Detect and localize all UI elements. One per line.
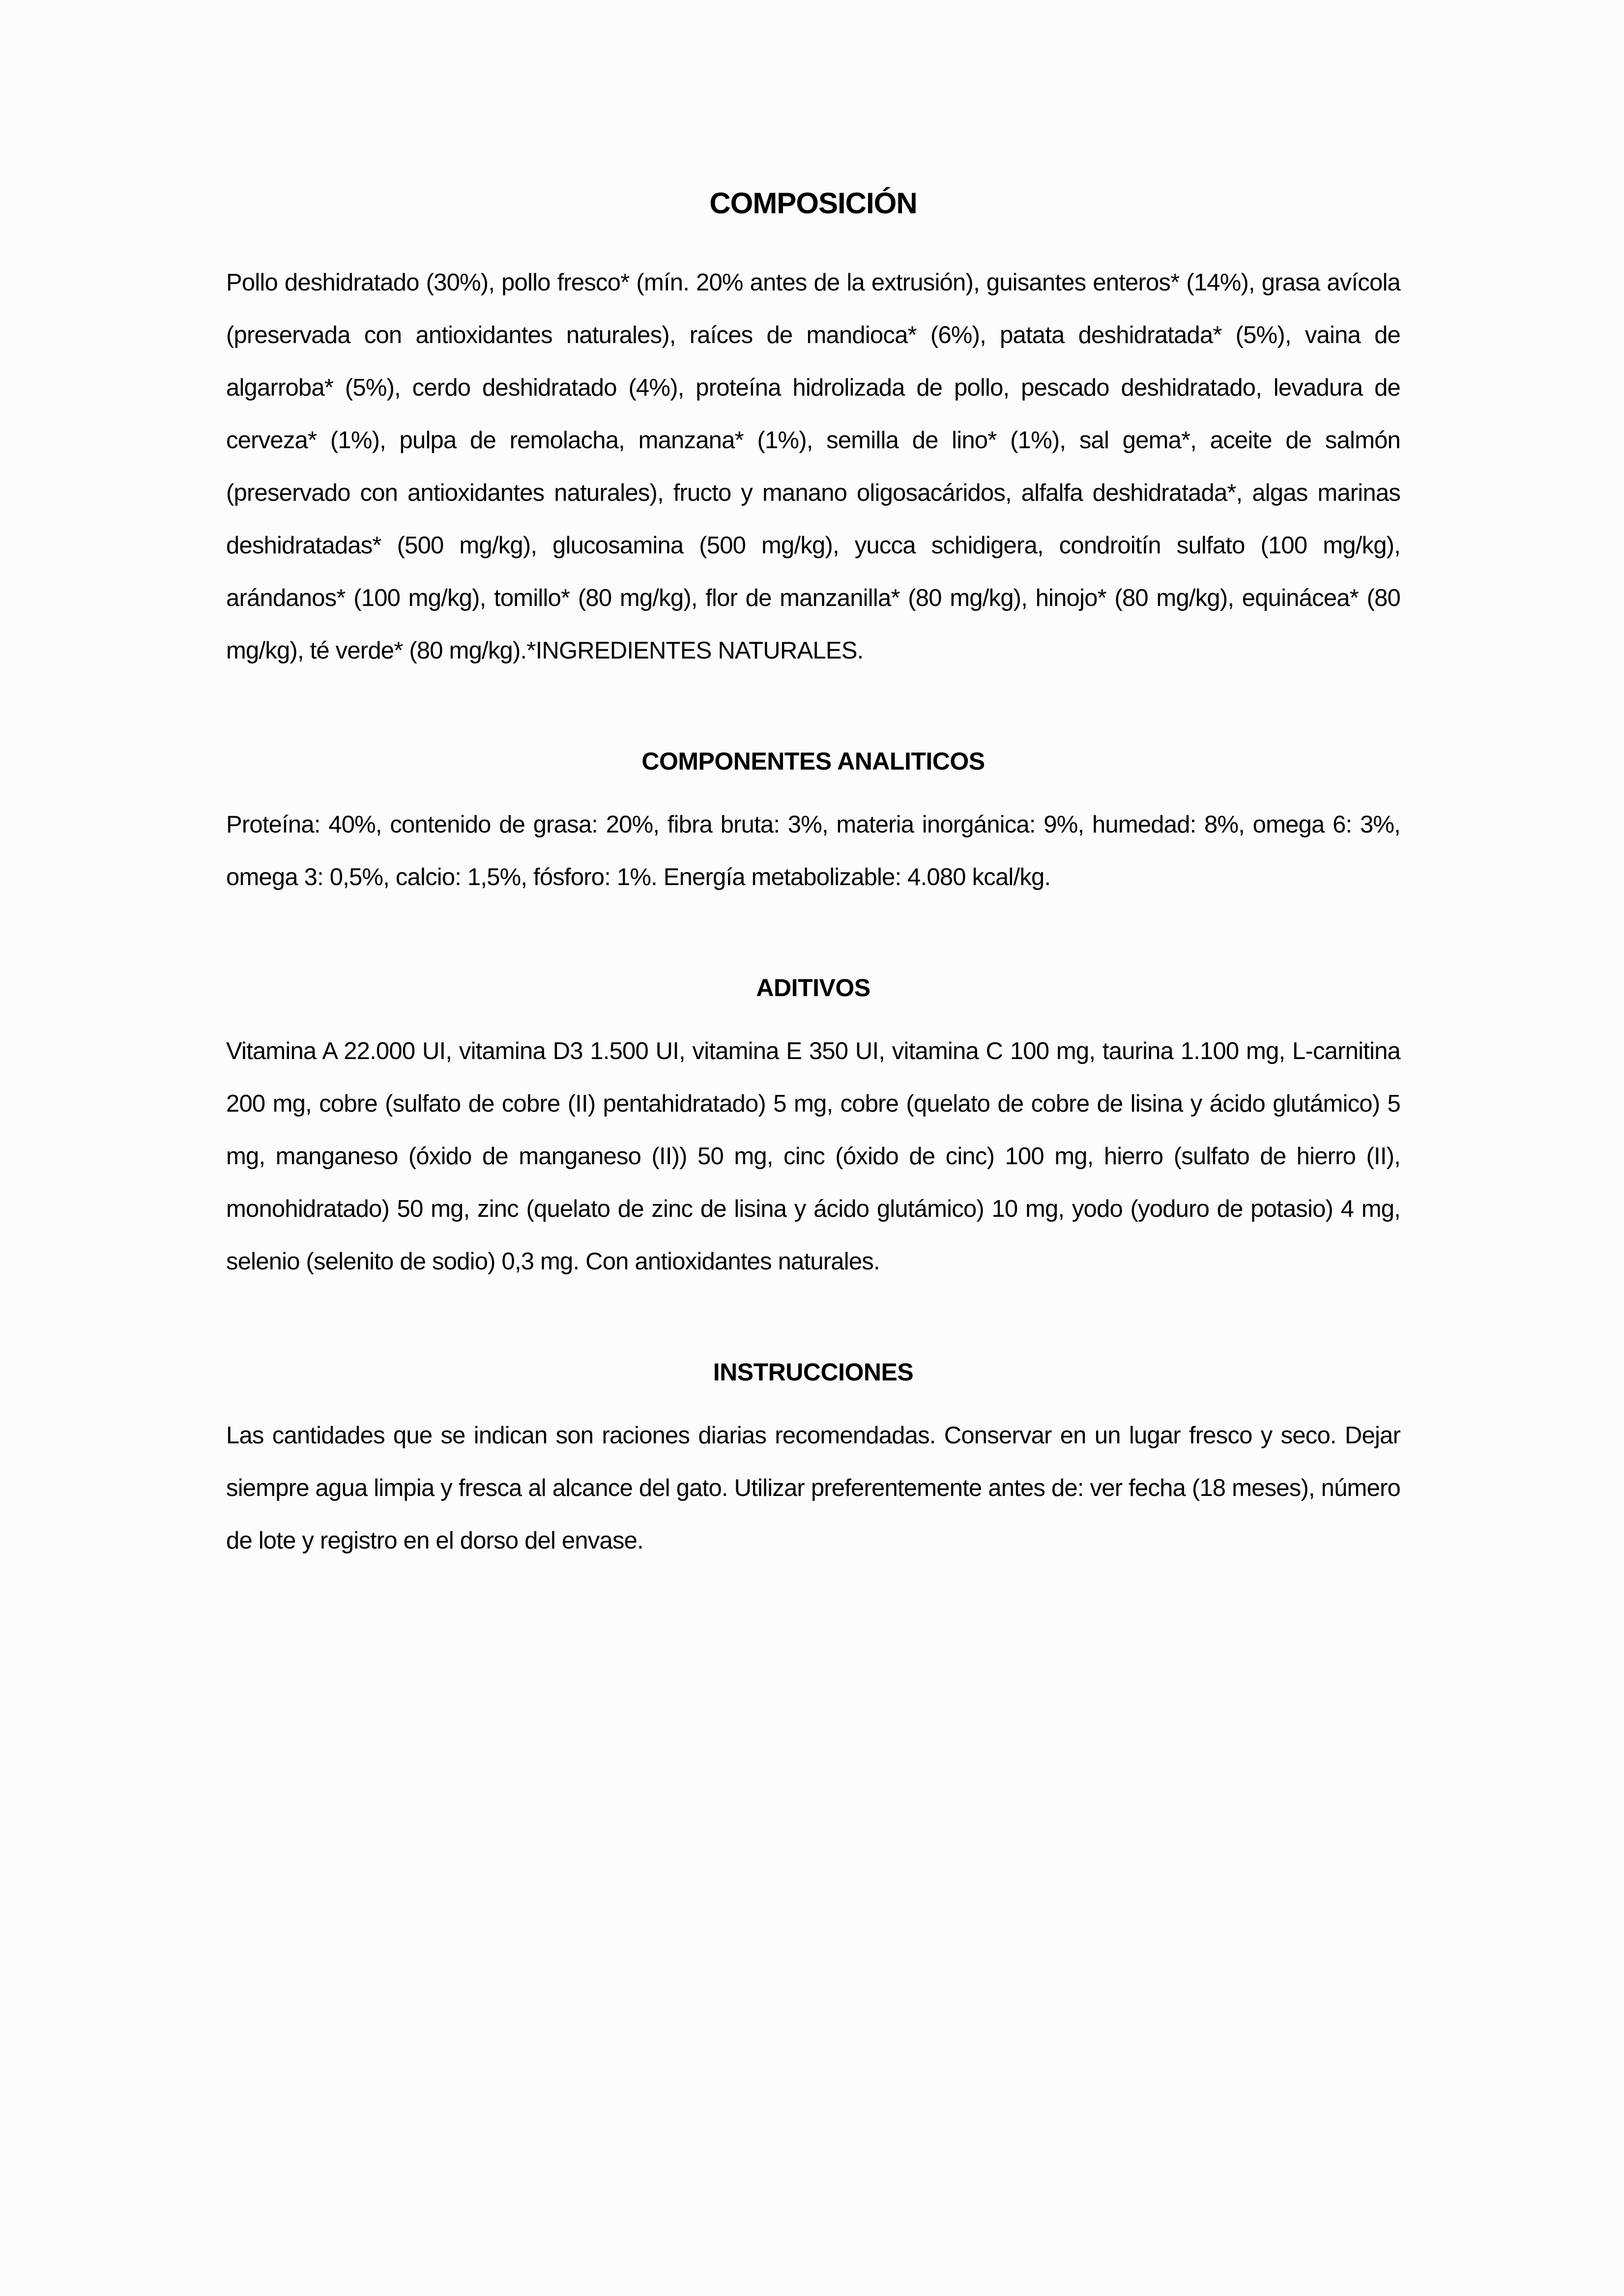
componentes-analiticos-paragraph: Proteína: 40%, contenido de grasa: 20%, fibra bruta: 3%, materia inorgánica: 9%, humedad: 8%, omega 6: 3%, omega 3: 0,5%, calcio: 1,5%, fósforo: 1%. Energía metabolizable: 4.080 kcal/kg. [226,811,1400,890]
aditivos-paragraph: Vitamina A 22.000 UI, vitamina D3 1.500 UI, vitamina E 350 UI, vitamina C 100 mg, taurina 1.100 mg, L-carnitina 200 mg, cobre (sulfato de cobre (II) pentahidratado) 5 mg, cobre (quelato de cobre de lisina y ácido glutámico) 5 mg, manganeso (óxido de manganeso (II)) 50 mg, cinc (óxido de cinc) 100 mg, hierro (sulfato de hierro (II), monohidratado) 50 mg, zinc (quelato de zinc de lisina y ácido glutámico) 10 mg, yodo (yoduro de potasio) 4 mg, selenio (selenito de sodio) 0,3 mg. Con antioxidantes naturales. [226,1038,1400,1275]
instrucciones-paragraph: Las cantidades que se indican son raciones diarias recomendadas. Conservar en un lugar fresco y seco. Dejar siempre agua limpia y fresca al alcance del gato. Utilizar preferentemente antes de: ver fecha (18 meses), número de lote y registro en el dorso del envase. [226,1422,1400,1554]
heading-instrucciones: INSTRUCCIONES [713,1358,914,1386]
composition-paragraph: Pollo deshidratado (30%), pollo fresco* (mín. 20% antes de la extrusión), guisantes enteros* (14%), grasa avícola (preservada con antioxidantes naturales), raíces de mandioca* (6%), patata deshidratada* (5%), vaina de algarroba* (5%), cerdo deshidratado (4%), proteína hidrolizada de pollo, pescado deshidratado, levadura de cerveza* (1%), pulpa de remolacha, manzana* (1%), semilla de lino* (1%), sal gema*, aceite de salmón (preservado con antioxidantes naturales), fructo y manano oligosacáridos, alfalfa deshidratada*, algas marinas deshidratadas* (500 mg/kg), glucosamina (500 mg/kg), yucca schidigera, condroitín sulfato (100 mg/kg), arándanos* (100 mg/kg), tomillo* (80 mg/kg), flor de manzanilla* (80 mg/kg), hinojo* (80 mg/kg), equinácea* (80 mg/kg), té verde* (80 mg/kg).*INGREDIENTES NATURALES. [226,269,1400,664]
document-title: COMPOSICIÓN [709,187,917,220]
heading-componentes-analiticos: COMPONENTES ANALITICOS [641,747,985,775]
heading-aditivos: ADITIVOS [756,974,870,1002]
